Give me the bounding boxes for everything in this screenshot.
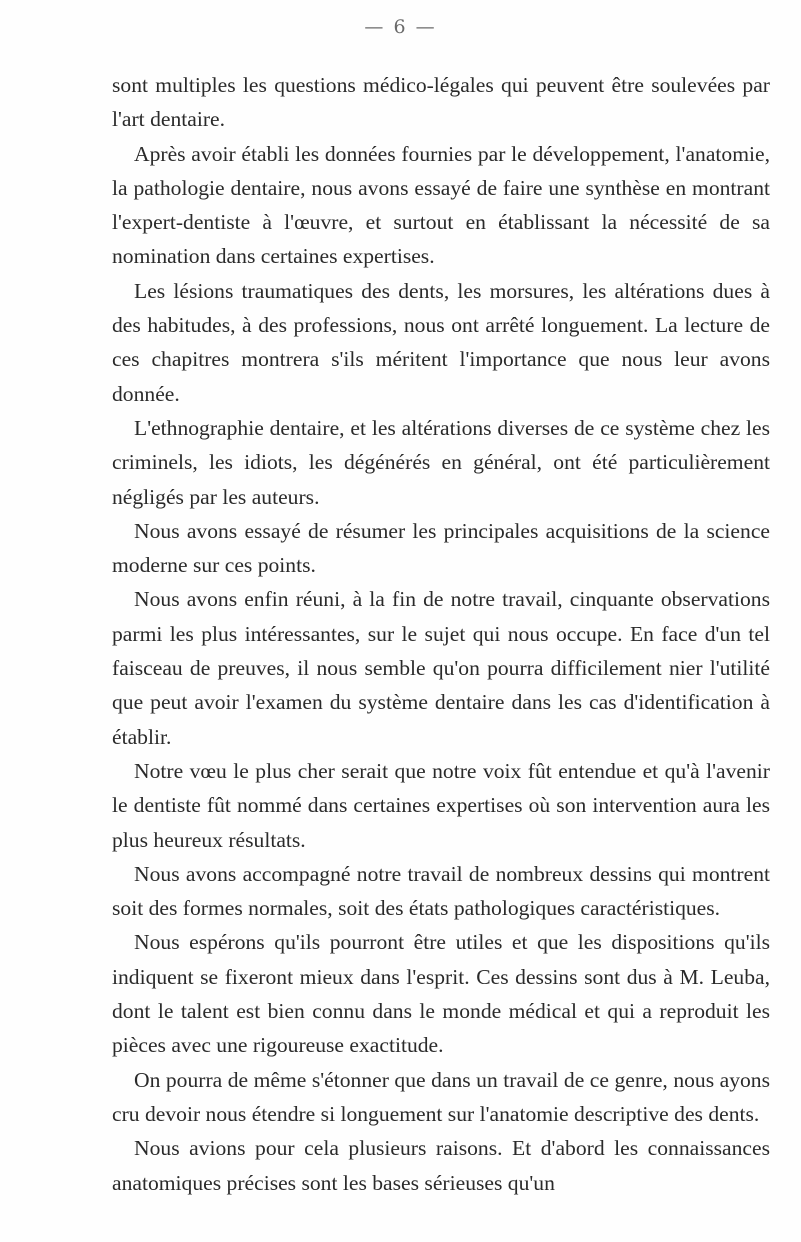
paragraph: Les lésions traumatiques des dents, les morsures, les altérations dues à des habitudes, à des professions, nous ont arrêté longuement. La lecture de ces chapitres montrera s'ils méritent l'importance que nous leur avons donnée. <box>112 278 770 406</box>
paragraph: Nous espérons qu'ils pourront être utiles et que les dispositions qu'ils indiquent se fixeront mieux dans l'esprit. Ces dessins sont dus à M. Leuba, dont le talent est bien connu dans le monde médical et qui a reproduit les pièces avec une rigoureuse exactitude. <box>112 930 770 1058</box>
paragraph: sont multiples les questions médico-légales qui peuvent être soulevées par l'art dentaire. <box>112 73 770 132</box>
paragraph: Nous avons accompagné notre travail de nombreux dessins qui montrent soit des formes normales, soit des états pathologiques caractéristiques. <box>112 861 770 921</box>
paragraph: Nous avons essayé de résumer les principales acquisitions de la science moderne sur ces points. <box>112 518 770 578</box>
paragraph: On pourra de même s'étonner que dans un travail de ce genre, nous ayons cru devoir nous étendre si longuement sur l'anatomie descriptive des dents. <box>112 1067 770 1126</box>
paragraph: Nous avons enfin réuni, à la fin de notre travail, cinquante observations parmi les plus intéressantes, sur le sujet qui nous occupe. En face d'un tel faisceau de preuves, il nous semble qu'on pourra difficilement nier l'utilité que peut avoir l'examen du système dentaire dans les cas d'identification à établir. <box>112 587 770 749</box>
body-text <box>112 68 770 1200</box>
page-number: — 6 — <box>364 16 437 38</box>
paragraph: Notre vœu le plus cher serait que notre voix fût entendue et qu'à l'avenir le dentiste fût nommé dans certaines expertises où son intervention aura les plus heureux résultats. <box>112 758 770 852</box>
paragraph: Après avoir établi les données fournies par le développement, l'anatomie, la pathologie dentaire, nous avons essayé de faire une synthèse en montrant l'expert-dentiste à l'œuvre, et surtout en établissant la nécessité de sa nomination dans certaines expertises. <box>112 141 770 269</box>
paragraph: Nous avions pour cela plusieurs raisons. Et d'abord les connaissances anatomiques précises sont les bases sérieuses qu'un <box>112 1136 770 1195</box>
paragraph: L'ethnographie dentaire, et les altérations diverses de ce système chez les criminels, les idiots, les dégénérés en général, ont été particulièrement négligés par les auteurs. <box>112 415 770 509</box>
